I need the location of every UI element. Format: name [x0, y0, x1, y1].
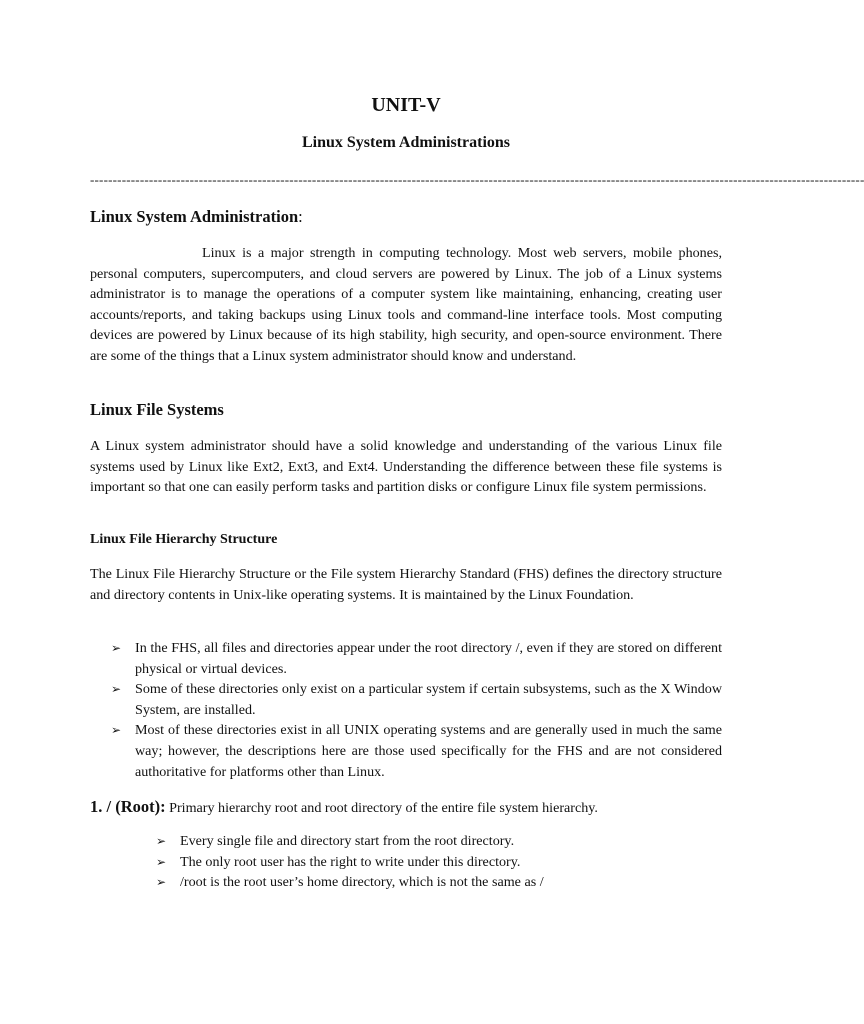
list-item-text: /root is the root user’s home directory, which is not the same as /	[180, 874, 544, 891]
section-heading-hierarchy: Linux File Hierarchy Structure	[90, 532, 278, 547]
list-item	[156, 852, 720, 873]
arrow-bullet-icon: ➢	[111, 723, 122, 738]
arrow-bullet-icon: ➢	[156, 854, 167, 869]
list-item	[111, 679, 722, 720]
list-item	[111, 720, 722, 782]
list-item-text: In the FHS, all files and directories appear under the root directory /, even if they are stored on different physical or virtual devices.	[135, 640, 722, 677]
file-systems-paragraph: A Linux system administrator should have a solid knowledge and understanding of the various Linux file systems used by Linux like Ext2, Ext3, and Ext4. Understanding the difference between these file systems is important so that one can easily perform tasks and partition disks or configure Linux file system permissions.	[90, 438, 722, 496]
hierarchy-bullet-list	[111, 638, 722, 782]
root-bullet-list	[156, 831, 720, 893]
root-heading-label: 1. / (Root):	[90, 797, 166, 816]
system-administration-paragraph: Linux is a major strength in computing technology. Most web servers, mobile phones, personal computers, supercomputers, and cloud servers are powered by Linux. The job of a Linux systems administrator is to manage the operations of a computer system like maintaining, enhancing, creating user accounts/reports, and taking backups using Linux tools and command-line interface tools. Most computing devices are powered by Linux because of its high stability, high security, and open-source environment. There are some of the things that a Linux system administrator should know and understand.	[90, 245, 722, 364]
arrow-bullet-icon: ➢	[156, 875, 167, 890]
section-heading-system-administration	[90, 207, 303, 227]
document-title: Linux System Administrations	[301, 134, 511, 151]
section-heading-text: Linux System Administration	[90, 207, 299, 226]
dashed-divider: ---------------------------------------------------------------------------------------------------------------------------------------------------------------------------	[90, 172, 864, 187]
root-heading-description: Primary hierarchy root and root directory of the entire file system hierarchy.	[165, 800, 598, 816]
list-item	[156, 872, 720, 893]
heading-colon: :	[298, 207, 303, 226]
unit-title: UNIT-V	[371, 94, 441, 116]
section-heading-file-systems: Linux File Systems	[90, 400, 224, 419]
list-item-text: Most of these directories exist in all UNIX operating systems and are generally used in much the same way; however, the descriptions here are those used specifically for the FHS and are not considered authoritative for platforms other than Linux.	[135, 722, 722, 780]
arrow-bullet-icon: ➢	[111, 641, 122, 655]
list-item-text: Every single file and directory start from the root directory.	[180, 833, 515, 849]
arrow-bullet-icon: ➢	[156, 834, 167, 848]
list-item	[111, 638, 722, 679]
list-item	[156, 831, 720, 852]
root-directory-heading	[90, 797, 730, 817]
arrow-bullet-icon: ➢	[111, 682, 122, 697]
list-item-text: Some of these directories only exist on a particular system if certain subsystems, such as the X Window System, are installed.	[135, 681, 722, 718]
hierarchy-paragraph: The Linux File Hierarchy Structure or the File system Hierarchy Standard (FHS) defines the directory structure and directory contents in Unix-like operating systems. It is maintained by the Linux Foundation.	[90, 566, 722, 603]
list-item-text: The only root user has the right to write under this directory.	[180, 853, 521, 870]
